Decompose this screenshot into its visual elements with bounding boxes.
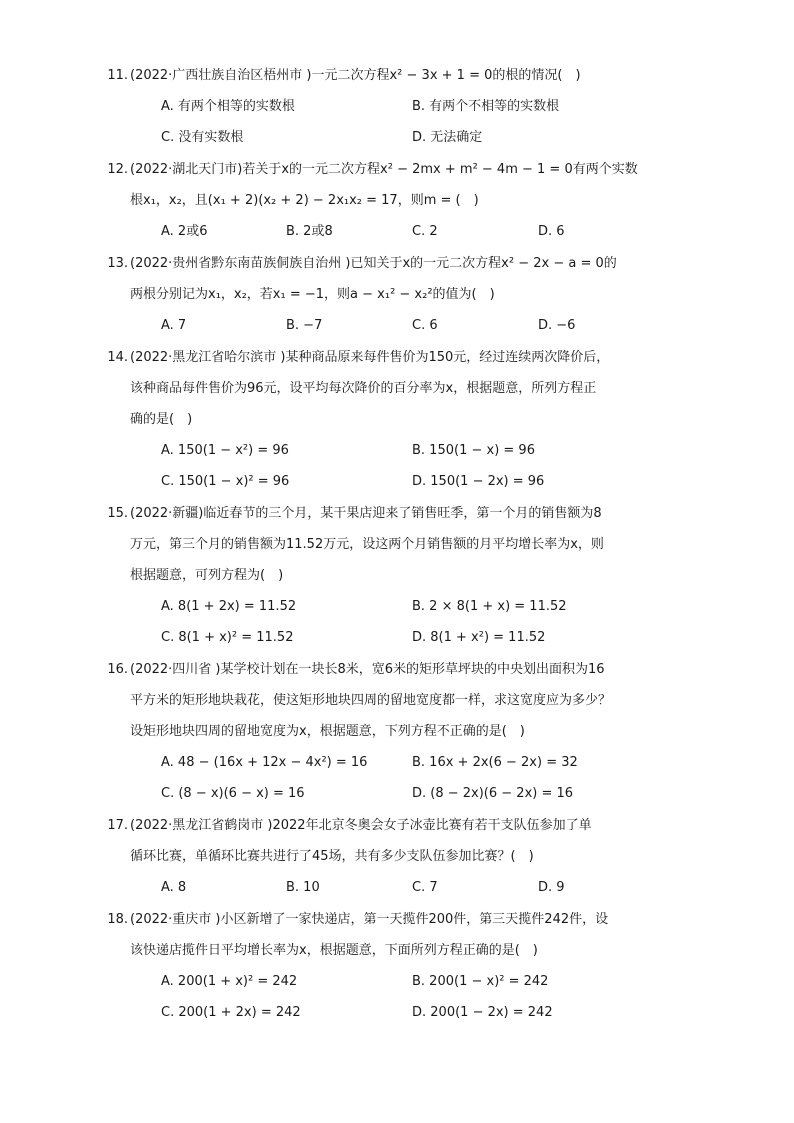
answer-option[interactable]: B. −7 <box>286 318 323 333</box>
question-stem-line: 平方米的矩形地块栽花，使这矩形地块四周的留地宽度都一样，求这宽度应为多少？ <box>130 693 612 708</box>
answer-option[interactable]: C. 2 <box>412 224 438 239</box>
answer-option[interactable]: D. 9 <box>538 880 565 895</box>
question-stem-line: 循环比赛，单循环比赛共进行了45场，共有多少支队伍参加比赛？( ) <box>130 849 534 864</box>
options-row <box>130 622 670 653</box>
answer-option[interactable]: B. 有两个不相等的实数根 <box>412 99 560 114</box>
answer-option[interactable]: A. 48 − (16x + 12x − 4x²) = 16 <box>161 755 368 770</box>
question-number: 16. <box>107 662 128 677</box>
question-18 <box>107 904 670 1028</box>
answer-option[interactable]: C. 8(1 + x)² = 11.52 <box>161 630 294 645</box>
question-stem-line: 设矩形地块四周的留地宽度为x，根据题意，下列方程不正确的是( ) <box>130 724 525 739</box>
question-stem-line: 根x₁，x₂，且(x₁ + 2)(x₂ + 2) − 2x₁x₂ = 17，则m = ( ) <box>130 193 479 208</box>
answer-option[interactable]: C. 200(1 + 2x) = 242 <box>161 1005 301 1020</box>
question-17 <box>107 810 670 903</box>
options-row <box>130 591 670 622</box>
options-row <box>130 747 670 778</box>
question-16 <box>107 654 670 809</box>
answer-option[interactable]: D. 无法确定 <box>412 130 483 145</box>
question-13 <box>107 248 670 341</box>
question-stem-line: 万元，第三个月的销售额为11.52万元，设这两个月销售额的月平均增长率为x，则 <box>130 537 604 552</box>
answer-option[interactable]: A. 7 <box>161 318 187 333</box>
question-stem <box>130 810 670 872</box>
question-stem-line: (2022·黑龙江省鹤岗市 )2022年北京冬奥会女子冰壶比赛有若干支队伍参加了单 <box>130 818 592 833</box>
answer-option[interactable]: B. 10 <box>286 880 320 895</box>
question-number: 14. <box>107 350 128 365</box>
answer-option[interactable]: A. 150(1 − x²) = 96 <box>161 443 289 458</box>
question-11 <box>107 60 670 153</box>
question-stem-line: (2022·新疆)临近春节的三个月，某干果店迎来了销售旺季，第一个月的销售额为8 <box>130 506 602 521</box>
answer-option[interactable]: C. 没有实数根 <box>161 130 244 145</box>
answer-option[interactable]: C. 6 <box>412 318 438 333</box>
answer-option[interactable]: C. (8 − x)(6 − x) = 16 <box>161 786 305 801</box>
options-row <box>130 216 670 247</box>
options-row <box>130 466 670 497</box>
question-stem-line: (2022·黑龙江省哈尔滨市 )某种商品原来每件售价为150元，经过连续两次降价后， <box>130 350 610 365</box>
options-row <box>130 122 670 153</box>
question-stem <box>130 154 670 216</box>
answer-option[interactable]: D. (8 − 2x)(6 − 2x) = 16 <box>412 786 574 801</box>
question-number: 11. <box>107 68 128 83</box>
options-row <box>130 997 670 1028</box>
question-stem <box>130 904 670 966</box>
options-row <box>130 778 670 809</box>
question-stem-line: 该快递店揽件日平均增长率为x，根据题意，下面所列方程正确的是( ) <box>130 943 538 958</box>
question-stem-line: 两根分别记为x₁，x₂，若x₁ = −1，则a − x₁² − x₂²的值为( ) <box>130 287 495 302</box>
question-stem-line: (2022·广西壮族自治区梧州市 )一元二次方程x² − 3x + 1 = 0的根的情况( ) <box>130 68 581 83</box>
question-number: 17. <box>107 818 128 833</box>
question-stem <box>130 498 670 591</box>
question-stem <box>130 342 670 435</box>
answer-option[interactable]: D. 150(1 − 2x) = 96 <box>412 474 545 489</box>
answer-option[interactable]: D. 8(1 + x²) = 11.52 <box>412 630 546 645</box>
question-number: 13. <box>107 256 128 271</box>
question-stem-line: (2022·湖北天门市)若关于x的一元二次方程x² − 2mx + m² − 4m − 1 = 0有两个实数 <box>130 162 638 177</box>
question-stem-line: (2022·重庆市 )小区新增了一家快递店，第一天揽件200件，第三天揽件242件，设 <box>130 912 609 927</box>
question-stem-line: 该种商品每件售价为96元，设平均每次降价的百分率为x，根据题意，所列方程正 <box>130 381 597 396</box>
question-stem <box>130 60 670 91</box>
answer-option[interactable]: D. −6 <box>538 318 576 333</box>
answer-option[interactable]: B. 200(1 − x)² = 242 <box>412 974 549 989</box>
question-14 <box>107 342 670 497</box>
answer-option[interactable]: C. 7 <box>412 880 438 895</box>
question-12 <box>107 154 670 247</box>
options-row <box>130 435 670 466</box>
answer-option[interactable]: C. 150(1 − x)² = 96 <box>161 474 290 489</box>
answer-option[interactable]: B. 2或8 <box>286 224 333 239</box>
question-number: 15. <box>107 506 128 521</box>
options-row <box>130 872 670 903</box>
answer-option[interactable]: A. 8(1 + 2x) = 11.52 <box>161 599 297 614</box>
question-stem-line: (2022·贵州省黔东南苗族侗族自治州 )已知关于x的一元二次方程x² − 2x − a = 0的 <box>130 256 617 271</box>
question-stem <box>130 654 670 747</box>
answer-option[interactable]: A. 2或6 <box>161 224 208 239</box>
options-row <box>130 966 670 997</box>
options-row <box>130 91 670 122</box>
question-number: 18. <box>107 912 128 927</box>
question-stem-line: 根据题意，可列方程为( ) <box>130 568 284 583</box>
question-stem <box>130 248 670 310</box>
answer-option[interactable]: A. 有两个相等的实数根 <box>161 99 295 114</box>
answer-option[interactable]: B. 16x + 2x(6 − 2x) = 32 <box>412 755 578 770</box>
answer-option[interactable]: D. 6 <box>538 224 565 239</box>
answer-option[interactable]: D. 200(1 − 2x) = 242 <box>412 1005 553 1020</box>
question-15 <box>107 498 670 653</box>
question-stem-line: (2022·四川省 )某学校计划在一块长8米，宽6米的矩形草坪块的中央划出面积为16 <box>130 662 605 677</box>
question-number: 12. <box>107 162 128 177</box>
answer-option[interactable]: A. 200(1 + x)² = 242 <box>161 974 298 989</box>
question-stem-line: 确的是( ) <box>130 412 193 427</box>
answer-option[interactable]: B. 2 × 8(1 + x) = 11.52 <box>412 599 567 614</box>
answer-option[interactable]: A. 8 <box>161 880 187 895</box>
answer-option[interactable]: B. 150(1 − x) = 96 <box>412 443 535 458</box>
options-row <box>130 310 670 341</box>
